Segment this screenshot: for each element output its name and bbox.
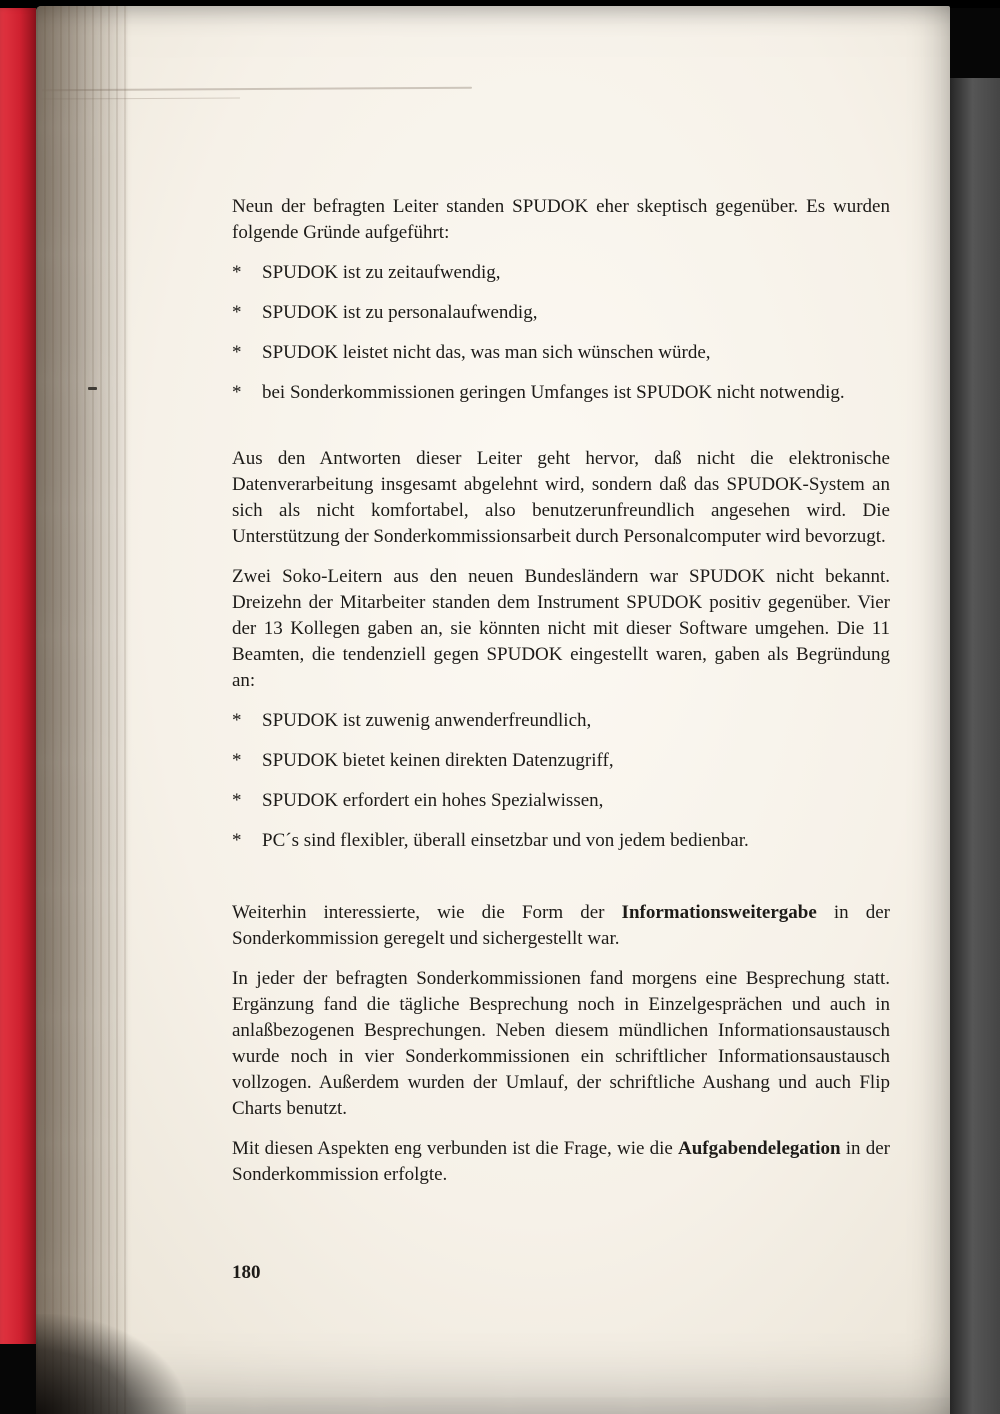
paragraph-antworten: Aus den Antworten dieser Leiter geht hervor, daß nicht die elektronische Datenverarbeitung insgesamt abgelehnt wird, sondern daß das SPUDOK-System an sich als nicht komfortabel, also benutzerunfreundlich angesehen wird. Die Unterstützung der Sonderkommissionsarbeit durch Personalcomputer wird bevorzugt. <box>232 448 890 547</box>
page-text <box>232 194 890 1188</box>
paragraph-weiterhin <box>232 900 890 952</box>
paragraph-aufgaben-pre: Mit diesen Aspekten eng verbunden ist die Frage, wie die <box>232 1138 678 1159</box>
list-item-text: SPUDOK ist zu personalaufwendig, <box>262 302 538 323</box>
bullet-list-begruendung <box>232 708 890 854</box>
list-item-text: bei Sonderkommissionen geringen Umfanges ist SPUDOK nicht notwendig. <box>262 382 845 403</box>
paragraph-weiterhin-pre: Weiterhin interessierte, wie die Form der <box>232 902 622 923</box>
scan-artifact-mark <box>88 387 97 390</box>
paragraph-weiterhin-post: in der Sonderkommission geregelt und sichergestellt war. <box>232 902 890 949</box>
asterisk-bullet-marker: * <box>232 262 242 283</box>
list-item <box>232 828 890 854</box>
asterisk-bullet-marker: * <box>232 710 242 731</box>
scan-edge-right <box>950 78 1000 1414</box>
list-item <box>232 380 890 406</box>
list-item-text: SPUDOK ist zu zeitaufwendig, <box>262 262 501 283</box>
list-item <box>232 708 890 734</box>
asterisk-bullet-marker: * <box>232 382 242 403</box>
page-corner-shadow <box>36 1314 186 1414</box>
bold-informationsweitergabe: Informationsweitergabe <box>621 902 817 923</box>
list-item-text: SPUDOK erfordert ein hohes Spezialwissen, <box>262 790 604 811</box>
list-item <box>232 748 890 774</box>
list-item <box>232 788 890 814</box>
list-item-text: SPUDOK bietet keinen direkten Datenzugriff, <box>262 750 614 771</box>
page-spine-shadow <box>36 6 132 1414</box>
page-number: 180 <box>232 1262 261 1283</box>
list-item <box>232 260 890 286</box>
list-item <box>232 340 890 366</box>
page-edge-artifact-2 <box>40 97 240 99</box>
book-cover-red-edge <box>0 0 36 1344</box>
paragraph-intro: Neun der befragten Leiter standen SPUDOK eher skeptisch gegenüber. Es wurden folgende Gründe aufgeführt: <box>232 196 890 243</box>
list-item-text: SPUDOK leistet nicht das, was man sich wünschen würde, <box>262 342 711 363</box>
asterisk-bullet-marker: * <box>232 790 242 811</box>
list-item-text: PC´s sind flexibler, überall einsetzbar und von jedem bedienbar. <box>262 830 749 851</box>
list-item-text: SPUDOK ist zuwenig anwenderfreundlich, <box>262 710 592 731</box>
paragraph-aufgaben-post: in der Sonderkommission erfolgte. <box>232 1138 890 1185</box>
paragraph-aufgaben <box>232 1136 890 1188</box>
bullet-list-skeptical-reasons <box>232 260 890 406</box>
asterisk-bullet-marker: * <box>232 342 242 363</box>
paragraph-besprechung: In jeder der befragten Sonderkommissionen fand morgens eine Besprechung statt. Ergänzung fand die tägliche Besprechung noch in Einzelgesprächen und auch in anlaßbezogenen Besprechungen. Neben diesem mündlichen Informationsaustausch wurde noch in vier Sonderkommissionen ein schriftlicher Informationsaustausch vollzogen. Außerdem wurden der Umlauf, der schriftliche Aushang und auch Flip Charts benutzt. <box>232 968 890 1119</box>
bold-aufgabendelegation: Aufgabendelegation <box>678 1138 841 1159</box>
asterisk-bullet-marker: * <box>232 302 242 323</box>
scanned-page <box>36 6 950 1414</box>
paragraph-soko-leiter: Zwei Soko-Leitern aus den neuen Bundesländern war SPUDOK nicht bekannt. Dreizehn der Mitarbeiter standen dem Instrument SPUDOK positiv gegenüber. Vier der 13 Kollegen gaben an, sie könnten nicht mit dieser Software umgehen. Die 11 Beamten, die tendenziell gegen SPUDOK eingestellt waren, gaben als Begründung an: <box>232 566 890 691</box>
list-item <box>232 300 890 326</box>
asterisk-bullet-marker: * <box>232 830 242 851</box>
asterisk-bullet-marker: * <box>232 750 242 771</box>
